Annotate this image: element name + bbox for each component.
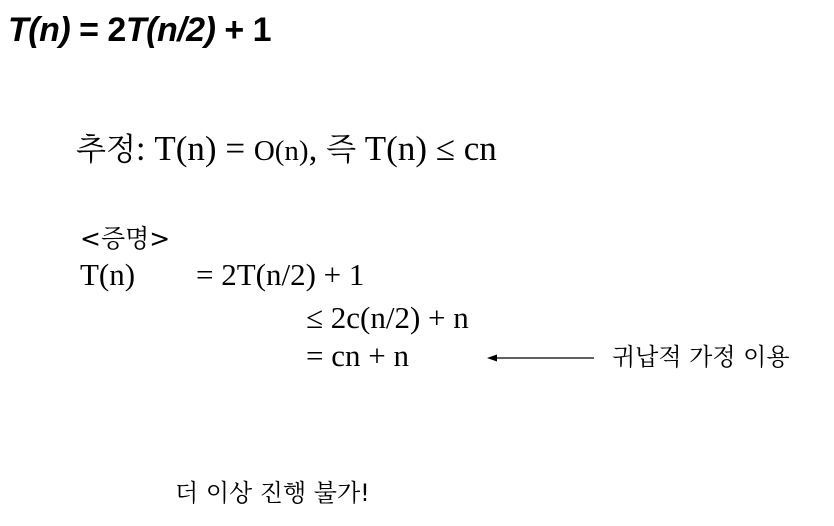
proof-heading: <증명> [80, 224, 171, 253]
proof-line-2: ≤ 2c(n/2) + n [306, 300, 469, 335]
proof-lhs: T(n) [80, 257, 136, 292]
guess-line [76, 127, 497, 173]
title-lhs: T(n) [8, 11, 71, 49]
guess-jeuk: 즉 [326, 132, 357, 168]
title-rhs: T(n/2) [125, 11, 216, 49]
guess-bigo: O(n) [253, 135, 309, 167]
induction-note: 귀납적 가정 이용 [612, 343, 790, 371]
guess-colon: : [135, 129, 155, 168]
conclusion-text: 더 이상 진행 불가! [175, 479, 370, 507]
proof-line-3: = cn + n [306, 338, 409, 373]
guess-label: 추정 [76, 132, 136, 168]
guess-expr2: T(n) ≤ cn [356, 129, 497, 168]
guess-expr1: T(n) = [154, 129, 254, 168]
title-tail: + 1 [215, 11, 272, 49]
recurrence-title [8, 10, 271, 50]
proof-line-1: = 2T(n/2) + 1 [196, 257, 365, 292]
left-arrow-icon [486, 350, 596, 366]
guess-comma: , [308, 129, 327, 168]
title-eq: = 2 [70, 11, 126, 49]
